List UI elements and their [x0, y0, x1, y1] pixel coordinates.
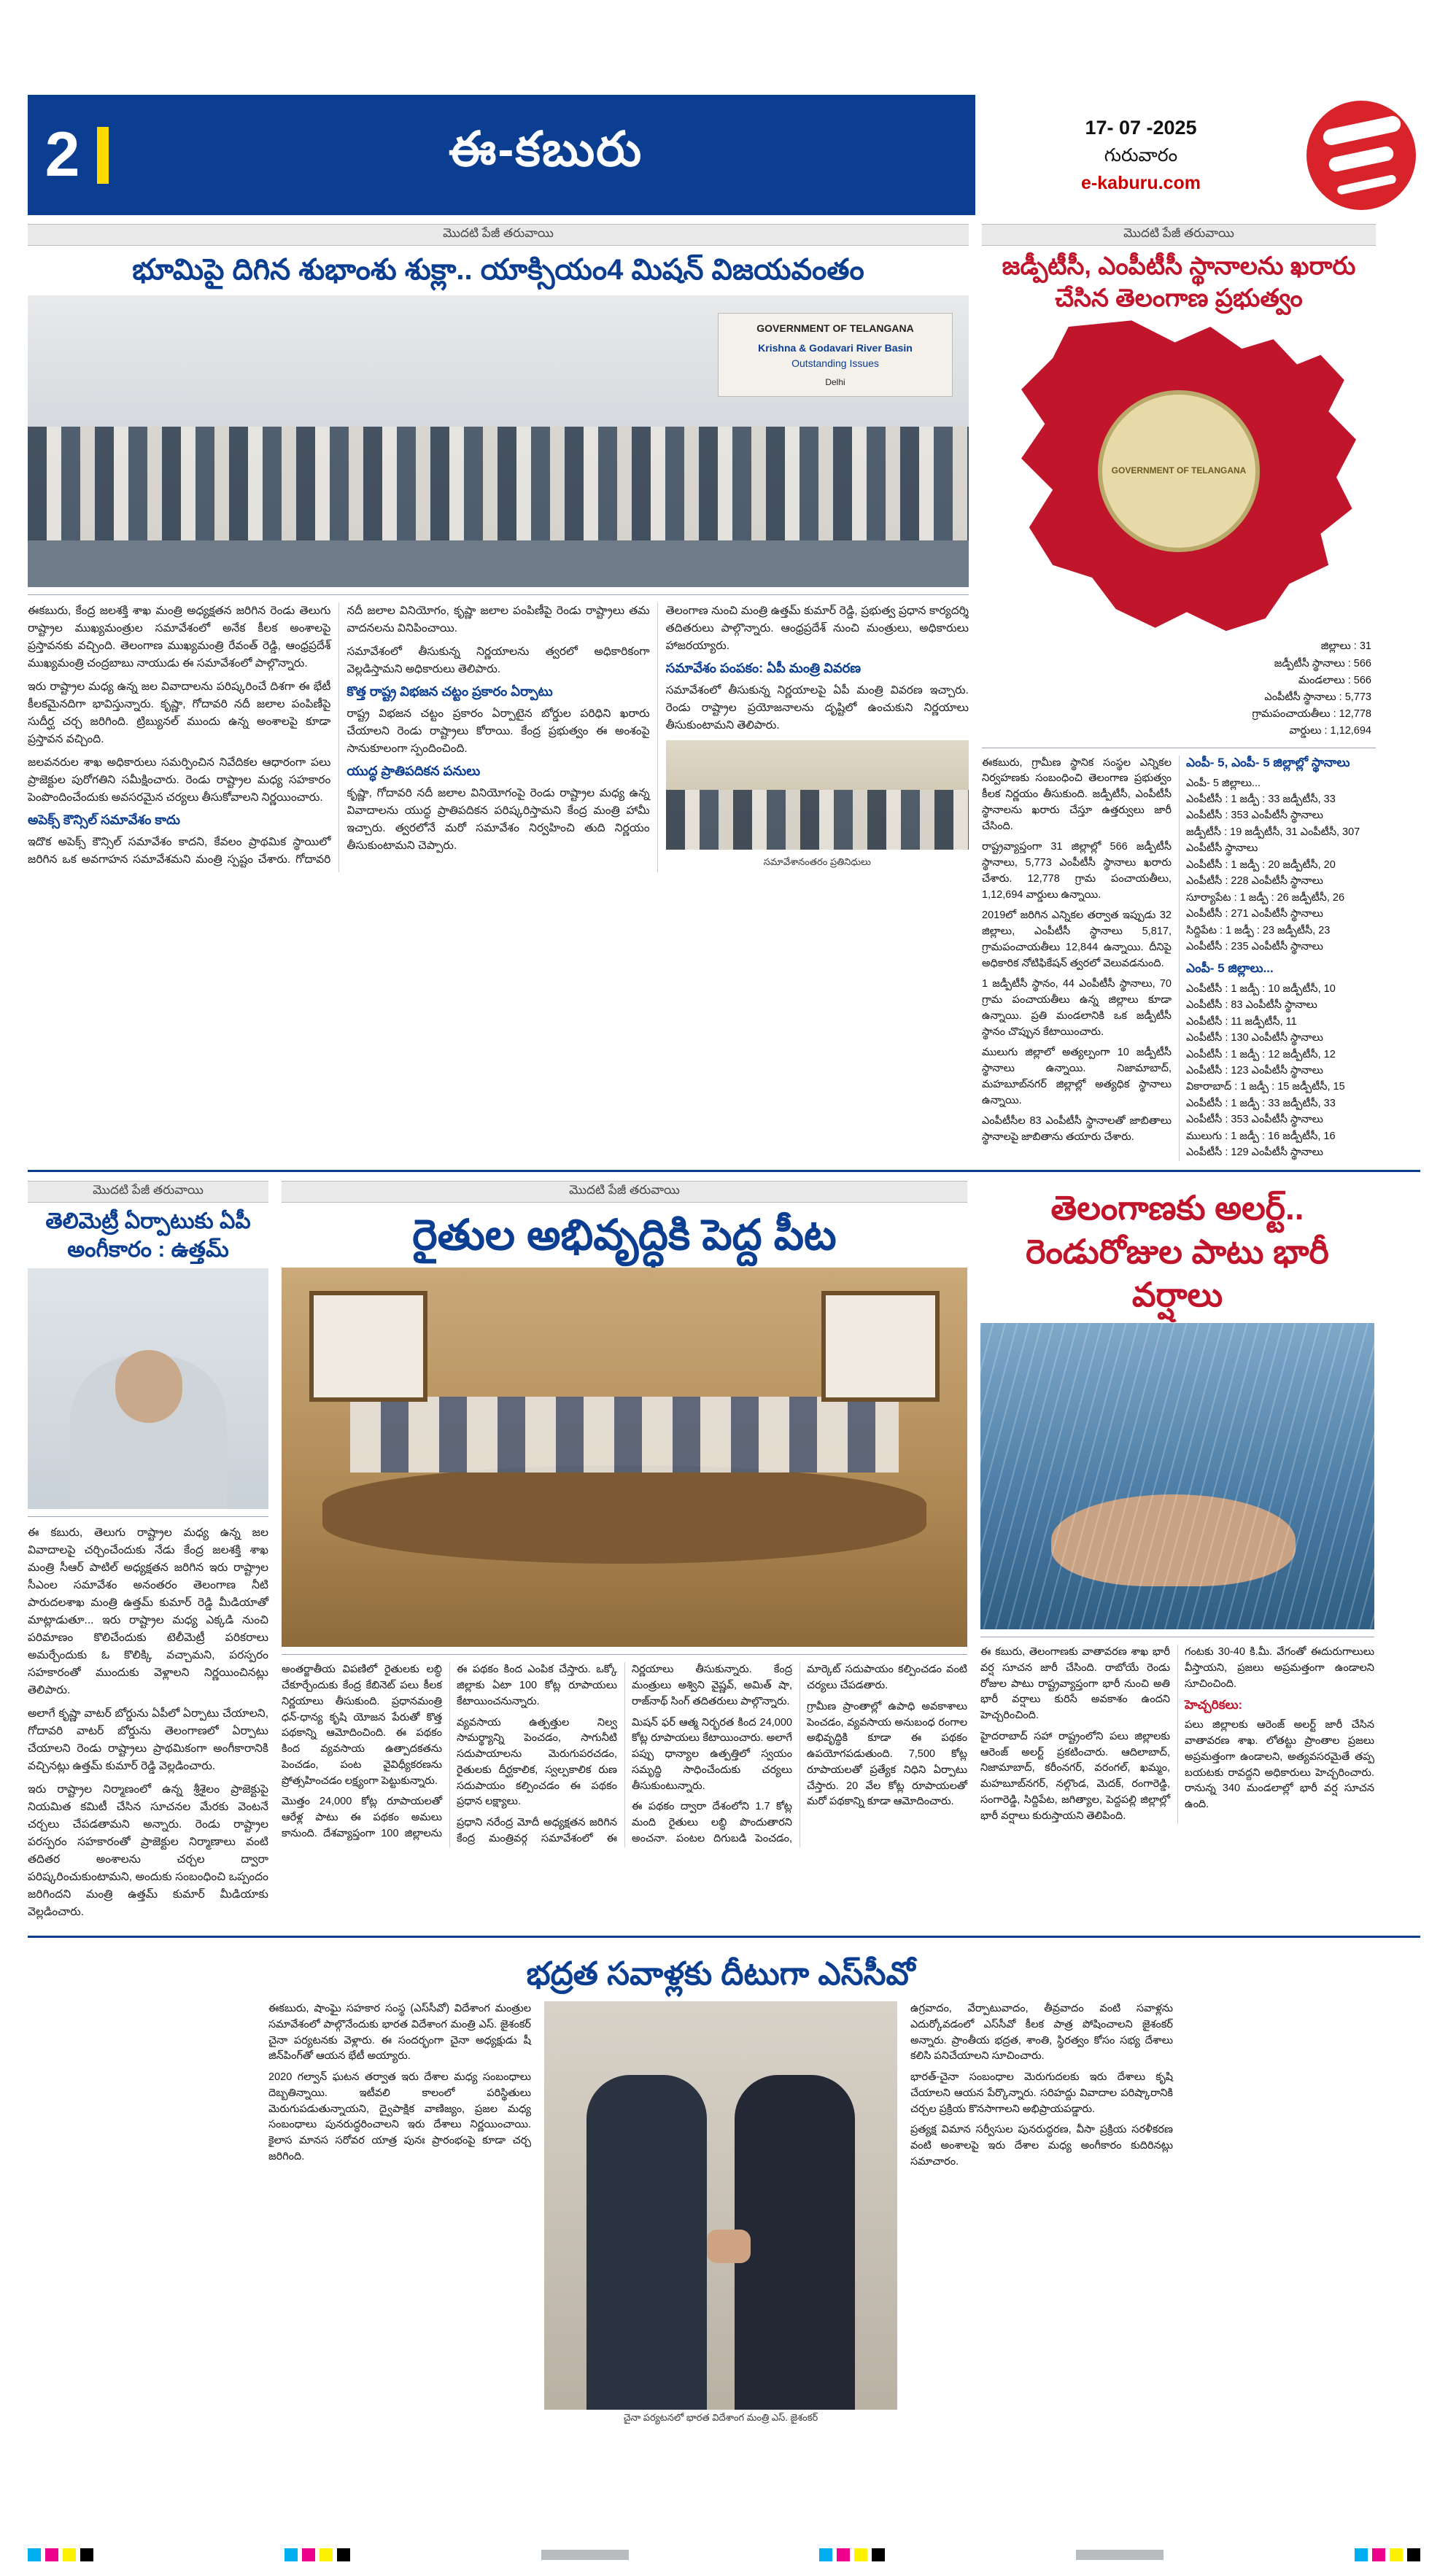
reg-dot-magenta	[1372, 2548, 1385, 2561]
reg-dot-cyan	[819, 2548, 832, 2561]
divider-lead	[28, 594, 969, 595]
reg-grey-bar	[541, 2550, 629, 2560]
masthead-website[interactable]: e-kaburu.com	[1081, 172, 1201, 193]
right-group-b-line: ఎంపీటీసీ : 1 జడ్పీ : 33 జడ్పీటీసీ, 33	[1186, 1097, 1336, 1109]
map-stat: జిల్లాలు : 31	[1320, 640, 1371, 653]
kicker-lead: మొదటి పేజీ తరువాయి	[28, 224, 969, 246]
map-stats	[982, 638, 1376, 740]
bottom-photo-caption: చైనా పర్యటనలో భారత విదేశాంగ మంత్రి ఎస్. జైశంకర్	[623, 2412, 818, 2424]
divider-section-1	[28, 1170, 1420, 1172]
right-para: 1 జడ్పీటీసీ స్థానం, 44 ఎంపీటీసీ స్థానాలు, 70 గ్రామ పంచాయతీలు ఉన్న జిల్లాలు కూడా ఉన్నాయి. ప్రతి మండలానికి ఒక జడ్పీటీసీ స్థానం చొప్పున కేటాయించారు.	[982, 978, 1172, 1038]
alert-story	[980, 1181, 1374, 1927]
alert-body	[980, 1645, 1374, 1824]
left-story-photo	[28, 1268, 268, 1509]
masthead-day: గురువారం	[1104, 145, 1178, 166]
bottom-row	[268, 1947, 1392, 2428]
bottom-photo-wrap	[544, 2001, 897, 2428]
kicker-right: మొదటి పేజీ తరువాయి	[982, 224, 1376, 246]
lead-headline: భూమిపై దిగిన శుభాంశు శుక్లా.. యాక్సియం4 మిషన్ విజయవంతం	[132, 254, 864, 286]
middle-row	[28, 1181, 1420, 1927]
masthead-date: 17- 07 -2025	[1085, 116, 1197, 139]
portrait-face	[115, 1350, 182, 1423]
reg-group-right	[1355, 2548, 1420, 2561]
page-number: 2	[44, 120, 80, 190]
reg-dot-black	[337, 2548, 350, 2561]
right-group-a-line: ఎంపీటీసీ : 235 ఎంపీటీసీ స్థానాలు	[1186, 941, 1323, 953]
right-group-a-head: ఎంపీ- 5, ఎంపీ- 5 జిల్లాల్లో స్థానాలు	[1186, 755, 1350, 769]
kicker-left-story: మొదటి పేజీ తరువాయి	[28, 1181, 268, 1203]
center-para: అంతర్జాతీయ విపణిలో రైతులకు లబ్ధి చేకూర్చేందుకు కేంద్ర కేబినెట్ పలు కీలక నిర్ణయాలు తీసుకుంది. ప్రధానమంత్రి ధన్-ధాన్య కృషి యోజన పేరుతో కొత్త పథకాన్ని ఆమోదించింది. ఈ పథకం కింద వ్యవసాయ ఉత్పాదకతను పెంచడం, పంట వైవిధ్యీకరణను ప్రోత్సహించడం లక్ష్యంగా పెట్టుకున్నారు.	[282, 1664, 442, 1787]
map-stat: వార్డులు : 1,12,694	[1289, 725, 1371, 737]
lead-subhead-4: సమావేశం పంపకం: ఏపీ మంత్రి వివరణ	[665, 661, 862, 676]
right-story	[982, 224, 1376, 1161]
right-para: ములుగు జిల్లాలో అత్యల్పంగా 10 జడ్పీటీసీ స్థానాలు ఉన్నాయి. నిజామాబాద్, మహబూబ్‌నగర్ జిల్లాల్లో అత్యధిక స్థానాలు ఉన్నాయి.	[982, 1047, 1172, 1106]
right-para: 2019లో జరిగిన ఎన్నికల తర్వాత ఇప్పుడు 32 జిల్లాలు, ఎంపీటీసీ స్థానాలు 5,817, గ్రామపంచాయతీలు 12,844 ఉన్నాయి. దీనిపై అధికారిక నోటిఫికేషన్ త్వరలో వెలువడనుంది.	[982, 909, 1172, 969]
right-group-b-line: ఎంపీటీసీ : 129 ఎంపీటీసీ స్థానాలు	[1186, 1147, 1323, 1159]
bottom-text-right	[910, 2001, 1173, 2428]
diplomat-left-figure	[586, 2075, 707, 2410]
bottom-text-left	[268, 2001, 531, 2428]
lead-photo-table	[28, 540, 969, 587]
reg-dot-black	[872, 2548, 885, 2561]
center-photo	[282, 1268, 967, 1647]
handshake-icon	[707, 2230, 751, 2263]
right-group-a-line: ఎంపీటీసీ : 353 ఎంపీటీసీ స్థానాలు	[1186, 810, 1323, 822]
masthead	[28, 95, 1420, 215]
map-stat: మండలాలు : 566	[1298, 674, 1371, 686]
banner-line-4: Delhi	[825, 377, 845, 387]
bottom-content	[268, 2001, 1173, 2428]
map-stat: జడ్పీటీసీ స్థానాలు : 566	[1274, 657, 1371, 670]
left-story-para: ఈ కబురు, తెలుగు రాష్ట్రాల మధ్య ఉన్న జల వివాదాలపై చర్చించేందుకు నేడు కేంద్ర జలశక్తి శాఖ మంత్రి సీఆర్ పాటిల్ అధ్యక్షతన జరిగిన ఇరు రాష్ట్రాల సీఎంల సమావేశం అనంతరం తెలంగాణ నీటి పారుదలశాఖ మంత్రి ఉత్తమ్ కుమార్ రెడ్డి మీడియాతో మాట్లాడుతూ... ఇరు రాష్ట్రాల మధ్య ఎక్కడి నుంచి పరిమాణం కొలిచేందుకు టెలీమెట్రీ పరికరాలు అమర్చేందుకు ఓ కొలిక్కి వచ్చామని, పరస్పరం సహకారంతో ముందుకు వెళ్లాలని నిర్ణయించినట్లు తెలిపారు.	[28, 1526, 268, 1696]
registration-marks	[28, 2548, 1420, 2561]
alert-warning-head: హెచ్చరికలు:	[1185, 1698, 1243, 1712]
right-group-b-line: ములుగు : 1 జడ్పీ : 16 జడ్పీటీసీ, 16	[1186, 1130, 1336, 1142]
right-group-b-line: వికారాబాద్ : 1 జడ్పీ : 15 జడ్పీటీసీ, 15	[1186, 1081, 1345, 1093]
newspaper-page	[0, 95, 1448, 2576]
reg-group-mid-left	[284, 2548, 350, 2561]
map-stat: గ్రామపంచాయతీలు : 12,778	[1252, 708, 1371, 721]
diplomat-right-figure	[735, 2075, 855, 2410]
lead-para: జలవనరుల శాఖ అధికారులు సమర్పించిన నివేదికల ఆధారంగా పలు ప్రాజెక్టుల పురోగతిని సమీక్షించారు. రెండు రాష్ట్రాల మధ్య సహకారం పెంపొందించేందుకు అవసరమైన చర్యలు తీసుకోవాలని నిర్ణయించారు.	[28, 756, 331, 804]
banner-line-2: Krishna & Godavari River Basin	[758, 342, 913, 354]
reg-dot-magenta	[45, 2548, 58, 2561]
reg-dot-cyan	[284, 2548, 298, 2561]
lead-sub3-para: కృష్ణా, గోదావరి నదీ జలాల వినియోగంపై రెండు రాష్ట్రాల మధ్య ఉన్న వివాదాలను యుద్ధ ప్రాతిపదికన పరిష్కరిస్తామని కేంద్ర మంత్రి హామీ ఇచ్చారు. త్వరలోనే మరో సమావేశం నిర్వహించి తుది నిర్ణయం తీసుకుంటామని చెప్పారు.	[346, 787, 650, 853]
map-stat: ఎంపీటీసీ స్థానాలు : 5,773	[1264, 691, 1371, 703]
center-para: మొత్తం 24,000 కోట్ల రూపాయలతో ఆరేళ్ల పాటు ఈ పథకం అమలు కానుంది. దేశవ్యాప్తంగా 100 జిల్లాలను ఈ పథకం కింద ఎంపిక చేస్తారు. ఒక్కో జిల్లాకు ఏటా 100 కోట్ల రూపాయలు కేటాయించనున్నారు.	[282, 1664, 617, 1839]
lead-sub1-para: సమావేశంలో తీసుకున్న నిర్ణయాలను త్వరలో అధికారికంగా వెల్లడిస్తామని అధికారులు తెలిపారు.	[346, 645, 650, 676]
lead-sub1-para: ఇదొక అపెక్స్ కౌన్సిల్ సమావేశం కాదని, కేవలం ప్రాథమిక స్థాయిలో జరిగిన ఒక అవగాహన సమావేశమని మంత్రి స్పష్టం చేశారు. గోదావరి నదీ జలాల వినియోగం, కృష్ణా జలాల పంపిణీపై రెండు రాష్ట్రాలు తమ వాదనలను వినిపించాయి.	[28, 605, 650, 866]
alert-headline: తెలంగాణకు అలర్ట్.. రెండురోజుల పాటు భారీ వర్షాలు	[1026, 1188, 1329, 1314]
right-group-b-line: ఎంపీటీసీ : 1 జడ్పీ : 10 జడ్పీటీసీ, 10	[1186, 982, 1336, 995]
wall-painting-2	[821, 1291, 940, 1402]
left-story-para: అలాగే కృష్ణా వాటర్ బోర్డును ఏపీలో ఏర్పాటు చేయాలని, గోదావరి వాటర్ బోర్డును తెలంగాణలో ఏర్పాటు చేయాలని రెండు రాష్ట్రాలు ప్రాథమికంగా అంగీకారానికి వచ్చినట్లు ఉత్తమ్ కుమార్ రెడ్డి వెల్లడించారు.	[28, 1707, 268, 1773]
bottom-para: భారత్-చైనా సంబంధాల మెరుగుదలకు ఇరు దేశాలు కృషి చేయాలని ఆయన పేర్కొన్నారు. సరిహద్దు వివాదాల పరిష్కారానికి చర్చల ప్రక్రియ కొనసాగాలని అభిప్రాయపడ్డారు.	[910, 2071, 1173, 2115]
cabinet-attendees	[350, 1397, 899, 1473]
lead-story	[28, 224, 969, 1161]
right-group-a-line: ఎంపీటీసీ : 1 జడ్పీ : 20 జడ్పీటీసీ, 20	[1186, 858, 1336, 871]
lead-subhead-3: యుద్ధ ప్రాతిపదికన పనులు	[346, 764, 481, 779]
center-para: వ్యవసాయ ఉత్పత్తుల నిల్వ సామర్థ్యాన్ని పెంచడం, సాగునీటి సదుపాయాలను మెరుగుపరచడం, రైతులకు దీర్ఘకాలిక, స్వల్పకాలిక రుణ సదుపాయం కల్పించడం ఈ పథకం ప్రధాన లక్ష్యాలు.	[457, 1716, 617, 1808]
right-group-a-line: సూర్యాపేట : 1 జడ్పీ : 26 జడ్పీటీసీ, 26	[1186, 891, 1345, 904]
right-para: రాష్ట్రవ్యాప్తంగా 31 జిల్లాల్లో 566 జడ్పీటీసీ స్థానాలు, 5,773 ఎంపీటీసీ స్థానాలు ఖరారు చేశారు. 12,778 గ్రామ పంచాయతీలు, 1,12,694 వార్డులు ఉన్నాయి.	[982, 841, 1172, 901]
center-para: మిషన్ ఫర్ ఆత్మ నిర్భరత కింద 24,000 కోట్ల రూపాయలు కేటాయించారు. అలాగే పప్పు ధాన్యాల ఉత్పత్తిలో స్వయం సమృద్ధి సాధించేందుకు చర్యలు తీసుకుంటున్నారు.	[632, 1716, 792, 1792]
right-group-b-line: ఎంపీటీసీ : 1 జడ్పీ : 12 జడ్పీటీసీ, 12	[1186, 1048, 1336, 1060]
lead-photo2-caption: సమావేశానంతరం ప్రతినిధులు	[763, 856, 871, 868]
left-story	[28, 1181, 268, 1927]
bottom-story	[268, 1947, 1173, 2428]
right-group-a-line: ఎంపీటీసీ : 1 జడ్పీ : 33 జడ్పీటీసీ, 33	[1186, 793, 1336, 805]
lead-body	[28, 602, 969, 872]
lead-photo-banner	[718, 313, 953, 397]
top-row	[28, 224, 1420, 1161]
wall-painting	[309, 1291, 427, 1402]
bottom-para: ప్రత్యక్ష విమాన సర్వీసుల పునరుద్ధరణ, వీసా ప్రక్రియ సరళీకరణ వంటి అంశాలపై ఇరు దేశాల మధ్య అంగీకారం కుదిరినట్లు సమాచారం.	[910, 2124, 1173, 2168]
publication-logo-icon	[1306, 101, 1416, 210]
right-group-b-head: ఎంపీ- 5 జిల్లాలు...	[1186, 961, 1274, 975]
reg-grey-bar-2	[1076, 2550, 1164, 2560]
bottom-headline: భద్రత సవాళ్లకు దీటుగా ఎస్‌సీవో	[526, 1956, 915, 1993]
bottom-para: ఉగ్రవాదం, వేర్పాటువాదం, తీవ్రవాదం వంటి సవాళ్లను ఎదుర్కోవడంలో ఎస్‌సీవో కీలక పాత్ర పోషించాలని జైశంకర్ అన్నారు. ప్రాంతీయ భద్రత, శాంతి, స్థిరత్వం కోసం సభ్య దేశాలు కలిసి పనిచేయాలని సూచించారు.	[910, 2003, 1173, 2063]
alert-para: గంటకు 30-40 కి.మీ. వేగంతో ఈదురుగాలులు వీస్తాయని, ప్రజలు అప్రమత్తంగా ఉండాలని సూచించింది.	[1185, 1646, 1374, 1690]
alert-warning-text: పలు జిల్లాలకు ఆరెంజ్ అలర్ట్ జారీ చేసిన వాతావరణ శాఖ. లోతట్టు ప్రాంతాల ప్రజలు అప్రమత్తంగా ఉండాలని, అత్యవసరమైతే తప్ప బయటకు రావద్దని అధికారులు హెచ్చరించారు. రానున్న 340 మండలాల్లో భారీ వర్ష సూచన ఉంది.	[1185, 1719, 1374, 1811]
lead-para: ఇరు రాష్ట్రాల మధ్య ఉన్న జల వివాదాలను పరిష్కరించే దిశగా ఈ భేటీ కీలకమైనదిగా భావిస్తున్నారు. కృష్ణా, గోదావరి నదీ జలాల పంపిణీపై సుదీర్ఘ చర్చ జరిగింది. ట్రిబ్యునల్ ముందు ఉన్న అంశాలపై కూడా ప్రస్తావన వచ్చింది.	[28, 680, 331, 746]
left-story-para: ఇరు రాష్ట్రాల నిర్మాణంలో ఉన్న శ్రీశైలం ప్రాజెక్టుపై నియమిత కమిటీ చేసిన సూచనల మేరకు వెంటనే చర్చలు చేపడతామని అన్నారు. రెండు రాష్ట్రాల పరస్పరం సహకారంతో ప్రాజెక్టుల నిర్మాణాలు వంటి తదితర అంశాలను చర్చల ద్వారా పరిష్కరించుకుంటామని, అందుకు సంబంధించి ఒప్పందం జరిగిందని మంత్రి ఉత్తమ్ కుమార్ మీడియాకు వెల్లడించారు.	[28, 1783, 268, 1919]
right-group-a-line: సిద్దిపేట : 1 జడ్పీ : 23 జడ్పీటీసీ, 23	[1186, 924, 1331, 936]
reg-dot-cyan	[1355, 2548, 1368, 2561]
right-group-a-line: ఎంపీటీసీ : 271 ఎంపీటీసీ స్థానాలు	[1186, 908, 1323, 920]
reg-dot-yellow	[1390, 2548, 1403, 2561]
center-para: ఈ పథకం ద్వారా దేశంలోని 1.7 కోట్ల మంది రైతులు లబ్ధి పొందుతారని అంచనా. పంటల దిగుబడి పెంచడం, మార్కెట్ సదుపాయం కల్పించడం వంటి చర్యలు చేపడతారు.	[632, 1664, 967, 1844]
telangana-map-photo	[982, 320, 1376, 634]
alert-para: హైదరాబాద్ సహా రాష్ట్రంలోని పలు జిల్లాలకు ఆరెంజ్ అలర్ట్ ప్రకటించారు. ఆదిలాబాద్, నిజామాబాద్, కరీంనగర్, వరంగల్, ఖమ్మం, మహబూబ్‌నగర్, నల్గొండ, మెదక్, రంగారెడ్డి, సంగారెడ్డి, సిద్దిపేట, జగిత్యాల, పెద్దపల్లి జిల్లాల్లో భారీ వర్షాలు కురుస్తాయని తెలిపింది.	[980, 1730, 1170, 1822]
right-note: ఎంపీటీసీల 83 ఎంపీటీసీ స్థానాలతో జాబితాలు స్థానాలపై జాబితాను తయారు చేశారు.	[982, 1115, 1172, 1143]
right-headline: జడ్పీటీసీ, ఎంపీటీసీ స్థానాలను ఖరారు చేసిన తెలంగాణ ప్రభుత్వం	[1002, 252, 1356, 313]
masthead-title: ఈ-కబురు	[448, 122, 643, 176]
lead-subhead-2: కొత్త రాష్ట్ర విభజన చట్టం ప్రకారం ఏర్పాటు	[346, 684, 553, 699]
bottom-para: ఈకబురు, షాంఘై సహకార సంస్థ (ఎస్‌సీవో) విదేశాంగ మంత్రుల సమావేశంలో పాల్గొనేందుకు భారత విదేశాంగ మంత్రి ఎస్. జైశంకర్ చైనా పర్యటనకు వెళ్లారు. ఈ సందర్భంగా చైనా అధ్యక్షుడు షీ జిన్‌పింగ్‌తో ఆయన భేటీ అయ్యారు.	[268, 2003, 531, 2063]
telangana-emblem-icon: GOVERNMENT OF TELANGANA	[1098, 390, 1260, 552]
lead-photo-secondary	[666, 740, 969, 850]
lead-sub4-para: సమావేశంలో తీసుకున్న నిర్ణయాలపై ఏపీ మంత్రి వివరణ ఇచ్చారు. రెండు రాష్ట్రాల ప్రయోజనాలను దృష్టిలో ఉంచుకుని నిర్ణయాలు తీసుకుంటామని తెలిపారు.	[665, 684, 969, 732]
reg-dot-magenta	[302, 2548, 315, 2561]
lead-para: తెలంగాణ నుంచి మంత్రి ఉత్తమ్ కుమార్ రెడ్డి, ప్రభుత్వ ప్రధాన కార్యదర్శి తదితరులు పాల్గొన్నారు. ఆంధ్రప్రదేశ్ నుంచి మంత్రులు, అధికారులు హాజరయ్యారు.	[665, 605, 969, 653]
left-story-headline: తెలిమెట్రీ ఏర్పాటుకు ఏపీ అంగీకారం : ఉత్తమ్	[45, 1209, 251, 1262]
right-group-a-line: ఎంపీ- 5 జిల్లాలు...	[1186, 777, 1261, 789]
reg-dot-black	[1407, 2548, 1420, 2561]
center-story	[282, 1181, 967, 1927]
lead-sub2-para: రాష్ట్ర విభజన చట్టం ప్రకారం ఏర్పాటైన బోర్డుల పరిధిని ఖరారు చేయాలని రెండు రాష్ట్రాలు కోరాయి. కేంద్ర ప్రభుత్వం ఈ అంశంపై సానుకూలంగా స్పందించింది.	[346, 707, 650, 756]
reg-dot-cyan	[28, 2548, 41, 2561]
cabinet-table	[322, 1465, 926, 1564]
right-group-b-line: ఎంపీటీసీ : 353 ఎంపీటీసీ స్థానాలు	[1186, 1114, 1323, 1126]
center-para: ప్రధాని నరేంద్ర మోదీ అధ్యక్షతన జరిగిన కేంద్ర మంత్రివర్గ సమావేశంలో ఈ నిర్ణయాలు తీసుకున్నారు. కేంద్ర మంత్రులు అశ్విని వైష్ణవ్, అమిత్ షా, రాజ్‌నాథ్ సింగ్ తదితరులు పాల్గొన్నారు.	[457, 1664, 792, 1844]
lead-photo2-figures	[666, 790, 969, 850]
lead-para: ఈకబురు, కేంద్ర జలశక్తి శాఖ మంత్రి అధ్యక్షతన జరిగిన రెండు తెలుగు రాష్ట్రాల ముఖ్యమంత్రుల సమావేశంలో అనేక కీలక అంశాలపై ప్రస్తావనకు వచ్చింది. తెలంగాణ ముఖ్యమంత్రి రేవంత్ రెడ్డి, ఆంధ్రప్రదేశ్ ముఖ్యమంత్రి చంద్రబాబు నాయుడు ఈ సమావేశంలో పాల్గొన్నారు.	[28, 605, 331, 670]
right-group-b-line: ఎంపీటీసీ : 83 ఎంపీటీసీ స్థానాలు	[1186, 999, 1317, 1012]
banner-line-3: Outstanding Issues	[791, 357, 879, 369]
divider-section-2	[28, 1936, 1420, 1938]
center-headline: రైతుల అభివృద్ధికి పెద్ద పీట	[412, 1211, 837, 1259]
reg-group-mid-right	[819, 2548, 885, 2561]
alert-para: ఈ కబురు, తెలంగాణకు వాతావరణ శాఖ భారీ వర్ష సూచన జారీ చేసింది. రాబోయే రెండు రోజుల పాటు రాష్ట్రవ్యాప్తంగా భారీ నుంచి అతి భారీ వర్షాలు కురిసే అవకాశం ఉందని హెచ్చరించింది.	[980, 1646, 1170, 1722]
banner-line-1: GOVERNMENT OF TELANGANA	[756, 322, 914, 334]
rain-streaks	[980, 1323, 1374, 1629]
masthead-accent-bar	[97, 127, 109, 184]
center-body	[282, 1662, 967, 1847]
reg-dot-yellow	[854, 2548, 867, 2561]
reg-dot-yellow	[63, 2548, 76, 2561]
right-group-a-line: జడ్పీటీసీ : 19 జడ్పీటీసీ, 31 ఎంపీటీసీ, 307 ఎంపీటీసీ స్థానాలు	[1186, 826, 1360, 855]
reg-dot-yellow	[320, 2548, 333, 2561]
lead-subhead-1: అపెక్స్ కౌన్సిల్ సమావేశం కాదు	[28, 812, 180, 828]
right-para: ఈకబురు, గ్రామీణ స్థానిక సంస్థల ఎన్నికల నిర్వహణకు సంబంధించి తెలంగాణ ప్రభుత్వం కీలక నిర్ణయం తీసుకుంది. జడ్పీటీసీ, ఎంపీటీసీ స్థానాలను ఖరారు చేస్తూ ఉత్తర్వులు జారీ చేసింది.	[982, 756, 1172, 832]
right-group-b-line: ఎంపీటీసీ : 123 ఎంపీటీసీ స్థానాలు	[1186, 1065, 1323, 1076]
masthead-right	[975, 95, 1420, 215]
kicker-center: మొదటి పేజీ తరువాయి	[282, 1181, 967, 1203]
center-para: గ్రామీణ ప్రాంతాల్లో ఉపాధి అవకాశాలు పెంచడం, వ్యవసాయ అనుబంధ రంగాల అభివృద్ధికి కూడా ఈ పథకం ఉపయోగపడుతుంది. 7,500 కోట్ల రూపాయలతో ప్రత్యేక నిధిని ఏర్పాటు చేస్తారు. 20 వేల కోట్ల రూపాయలతో మరో పథకాన్ని కూడా ఆమోదించారు.	[807, 1700, 967, 1808]
lead-photo	[28, 295, 969, 587]
bottom-para: 2020 గల్వాన్ ఘటన తర్వాత ఇరు దేశాల మధ్య సంబంధాలు దెబ్బతిన్నాయి. ఇటీవలి కాలంలో పరిస్థితులు మెరుగుపడుతున్నాయని, ద్వైపాక్షిక వాణిజ్యం, ప్రజల మధ్య సంబంధాలు పునరుద్ధరించాలని ఇరు దేశాలు నిర్ణయించాయి. కైలాస మానస సరోవర యాత్ర పునః ప్రారంభంపై కూడా చర్చ జరిగింది.	[268, 2071, 531, 2162]
alert-photo	[980, 1323, 1374, 1629]
right-group-b-line: ఎంపీటీసీ : 11 జడ్పీటీసీ, 11	[1186, 1015, 1297, 1028]
right-group-a-line: ఎంపీటీసీ : 228 ఎంపీటీసీ స్థానాలు	[1186, 875, 1323, 888]
divider-left-story	[28, 1516, 268, 1517]
reg-group-left	[28, 2548, 93, 2561]
reg-dot-black	[80, 2548, 93, 2561]
right-body	[982, 756, 1376, 1161]
divider-center	[282, 1654, 967, 1655]
right-group-b-line: ఎంపీటీసీ : 130 ఎంపీటీసీ స్థానాలు	[1186, 1032, 1323, 1044]
masthead-dateblock	[975, 113, 1306, 198]
reg-dot-magenta	[837, 2548, 850, 2561]
bottom-photo	[544, 2001, 897, 2410]
